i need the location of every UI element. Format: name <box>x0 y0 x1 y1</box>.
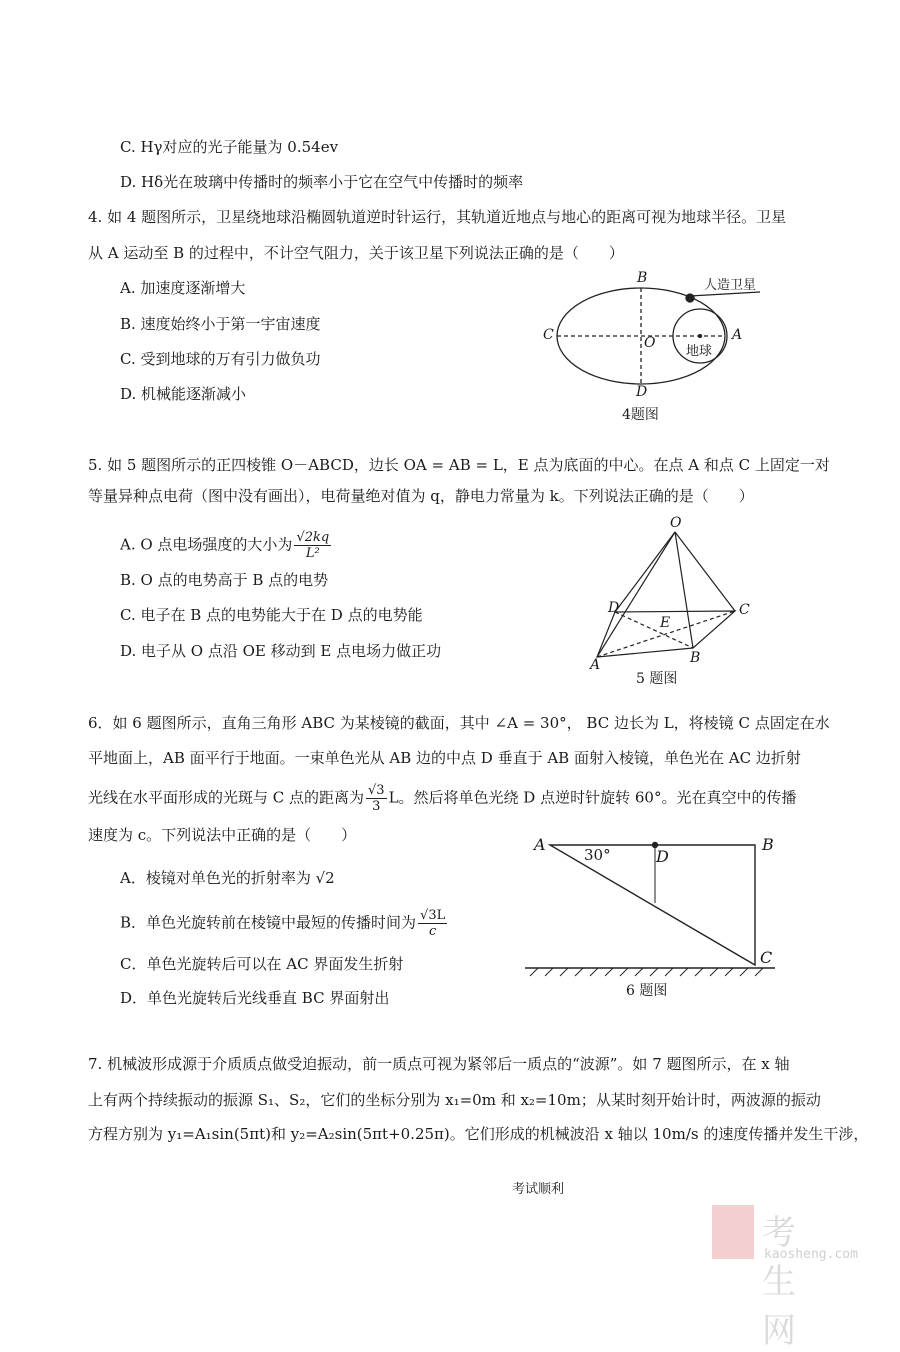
watermark-brand: 考生网 <box>762 1213 796 1351</box>
q5-option-c: C. 电子在 B 点的电势能大于在 D 点的电势能 <box>120 606 423 624</box>
q6-stem-line3-end: L。然后将单色光绕 D 点逆时针旋转 60°。光在真空中的传播 <box>388 788 797 807</box>
q7-stem-line1: 7. 机械波形成源于介质质点做受迫振动，前一质点可视为紧邻后一质点的“波源”。如 7 题图所示，在 x 轴 <box>88 1055 790 1073</box>
q6-option-c: C．单色光旋转后可以在 AC 界面发生折射 <box>120 955 404 973</box>
q7-stem-line3: 方程方别为 y₁=A₁sin(5πt)和 y₂=A₂sin(5πt+0.25π)。它们形成的机械波沿 x 轴以 10m/s 的速度传播并发生干涉， <box>88 1125 869 1143</box>
q4-label-b: B <box>637 270 648 286</box>
q5-option-b: B. O 点的电势高于 B 点的电势 <box>120 571 329 589</box>
q4-stem-line1: 4. 如 4 题图所示，卫星绕地球沿椭圆轨道逆时针运行，其轨道近地点与地心的距离可视为地球半径。卫星 <box>88 208 787 226</box>
q4-option-c: C. 受到地球的万有引力做负功 <box>120 350 321 368</box>
q6-option-b-text: B．单色光旋转前在棱镜中最短的传播时间为 <box>120 913 417 932</box>
q6-option-d: D．单色光旋转后光线垂直 BC 界面射出 <box>120 989 390 1007</box>
q6-stem-line3-start: 光线在水平面形成的光斑与 C 点的距离为 <box>88 788 365 807</box>
q4-option-a: A. 加速度逐渐增大 <box>120 279 246 297</box>
q6-label-d: D <box>656 847 669 866</box>
q5-figure-caption: 5 题图 <box>636 671 678 687</box>
q5-option-a <box>120 530 333 561</box>
q6-label-b: B <box>762 835 774 854</box>
fraction-denominator: L² <box>305 546 320 561</box>
q5-label-b: B <box>690 650 701 666</box>
fraction-numerator: √2kq <box>296 530 330 545</box>
q4-label-c: C <box>543 327 554 343</box>
q6-stem-line1: 6．如 6 题图所示，直角三角形 ABC 为某棱镜的截面，其中 ∠A = 30°， BC 边长为 L，将棱镜 C 点固定在水 <box>88 714 830 732</box>
q5-stem-line1: 5. 如 5 题图所示的正四棱锥 O－ABCD，边长 OA = AB = L，E 点为底面的中心。在点 A 和点 C 上固定一对 <box>88 456 830 474</box>
q4-figure-orbit <box>557 288 760 384</box>
watermark-url: kaosheng.com <box>764 1247 858 1262</box>
q7-stem-line2: 上有两个持续振动的振源 S₁、S₂，它们的坐标分别为 x₁=0m 和 x₂=10m；从某时刻开始计时，两波源的振动 <box>88 1091 821 1109</box>
q4-stem-line2: 从 A 运动至 B 的过程中，不计空气阻力，关于该卫星下列说法正确的是（ ） <box>88 244 624 262</box>
q5-label-d: D <box>608 600 620 616</box>
q4-option-b: B. 速度始终小于第一宇宙速度 <box>120 315 321 333</box>
fraction-numerator: √3 <box>368 783 385 798</box>
q6-stem-line3 <box>88 783 796 814</box>
q4-label-o: O <box>644 335 656 351</box>
q5-label-e: E <box>660 615 671 631</box>
q6-label-c: C <box>760 948 773 967</box>
q6-label-angle: 30° <box>584 846 611 864</box>
q5-option-a-fraction <box>294 530 331 561</box>
q4-label-d: D <box>636 384 648 400</box>
q3-option-c: C. Hγ对应的光子能量为 0.54ev <box>120 138 339 156</box>
q4-label-a: A <box>732 327 743 343</box>
watermark-logo-icon <box>712 1205 754 1259</box>
q6-option-a: A．棱镜对单色光的折射率为 √2 <box>120 869 335 887</box>
q4-option-d: D. 机械能逐渐减小 <box>120 385 247 403</box>
footer-text: 考试顺利 <box>512 1182 565 1197</box>
fraction-denominator: 3 <box>372 799 381 814</box>
q4-label-satellite: 人造卫星 <box>704 278 757 293</box>
watermark <box>712 1205 858 1351</box>
fraction-numerator: √3L <box>420 908 446 923</box>
q4-label-earth: 地球 <box>686 344 713 359</box>
q5-stem-line2: 等量异种点电荷（图中没有画出），电荷量绝对值为 q，静电力常量为 k。下列说法正确的是（ ） <box>88 487 754 505</box>
q6-figure-caption: 6 题图 <box>626 983 668 999</box>
q6-stem-fraction <box>366 783 387 814</box>
q6-label-a: A <box>534 835 546 854</box>
q5-label-c: C <box>739 602 750 618</box>
q6-option-b-fraction <box>418 908 447 939</box>
fraction-denominator: c <box>428 924 437 939</box>
q6-figure-prism <box>525 843 775 977</box>
q5-label-o: O <box>670 515 682 531</box>
q6-stem-line4: 速度为 c。下列说法中正确的是（ ） <box>88 826 357 844</box>
q5-figure-pyramid <box>597 532 735 657</box>
q5-option-a-text: A. O 点电场强度的大小为 <box>120 535 293 554</box>
q5-option-d: D. 电子从 O 点沿 OE 移动到 E 点电场力做正功 <box>120 642 442 660</box>
q6-stem-line2: 平地面上，AB 面平行于地面。一束单色光从 AB 边的中点 D 垂直于 AB 面射入棱镜，单色光在 AC 边折射 <box>88 749 801 767</box>
q4-figure-caption: 4题图 <box>622 407 659 423</box>
q5-label-a: A <box>590 657 601 673</box>
q6-option-b <box>120 908 449 939</box>
q3-option-d: D. Hδ光在玻璃中传播时的频率小于它在空气中传播时的频率 <box>120 173 524 191</box>
